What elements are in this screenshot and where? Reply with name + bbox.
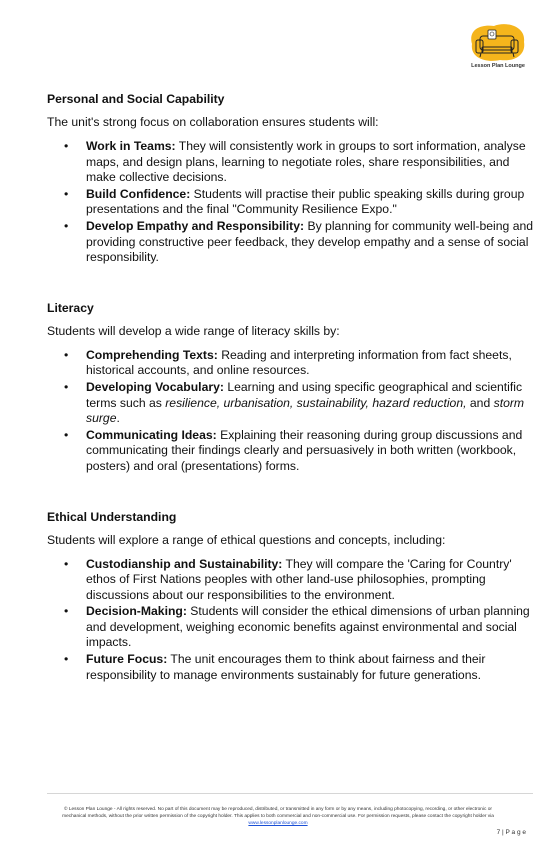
bullet-icon: • <box>64 604 69 619</box>
list-item: • Build Confidence: Students will practise their public speaking skills during group presentations and the final "Community Resilience Expo." <box>64 186 525 217</box>
list-item: • Develop Empathy and Responsibility: By planning for community well-being and providing constructive peer feedback, they develop empathy and a sense of social responsibility. <box>64 218 534 265</box>
list-item: • Developing Vocabulary: Learning and using specific geographical and scientific terms such as resilience, urbanisation, sustainability, hazard reduction, and storm surge. <box>64 379 525 426</box>
section-intro: The unit's strong focus on collaboration ensures students will: <box>47 115 379 129</box>
section-heading: Ethical Understanding <box>47 509 177 524</box>
logo-text: Lesson Plan Lounge <box>471 63 525 69</box>
bullet-list <box>47 348 537 475</box>
bullet-icon: • <box>64 556 69 571</box>
section-heading: Literacy <box>47 300 94 315</box>
copyright-footer <box>30 806 526 827</box>
copyright-line: mechanical methods, without the prior written permission of the copyright holder. This applies to both commercial and non-commercial use. For permission requests, please contact the copyright holder via <box>62 814 494 819</box>
document-body <box>47 92 537 718</box>
section-literacy <box>47 301 537 475</box>
lesson-plan-lounge-logo <box>466 22 530 72</box>
list-item: • Future Focus: The unit encourages them to think about fairness and their responsibility to manage environments sustainably for future generations. <box>64 652 486 682</box>
website-link[interactable]: www.lessonplanlounge.com <box>248 821 308 826</box>
bullet-list <box>47 557 537 684</box>
bullet-icon: • <box>64 186 69 201</box>
bullet-list <box>47 139 537 266</box>
list-item: • Work in Teams: They will consistently work in groups to sort information, analyse maps, and design plans, learning to negotiate roles, share responsibilities, and make collective decisions. <box>64 139 526 185</box>
sofa-icon <box>466 22 530 64</box>
list-item: • Decision-Making: Students will consider the ethical dimensions of urban planning and development, weighing economic benefits against environmental and social impacts. <box>64 604 530 650</box>
copyright-line: © Lesson Plan Lounge - All rights reserved. No part of this document may be reproduced, distributed, or transmitted in any form or by any means, including photocopying, recording, or other electronic or <box>63 807 493 812</box>
list-item: • Custodianship and Sustainability: They will compare the 'Caring for Country' ethos of First Nations peoples with other land-use philosophies, prompting discussions about our responsibilities to the environment. <box>64 556 512 602</box>
bullet-icon: • <box>64 652 69 667</box>
section-intro: Students will explore a range of ethical questions and concepts, including: <box>47 532 446 547</box>
footer-divider <box>47 793 533 794</box>
list-item: • Communicating Ideas: Explaining their reasoning during group discussions and communicating their findings clearly and persuasively in both written (workbook, posters) and oral (presentations) forms. <box>64 427 523 473</box>
section-ethical <box>47 510 537 684</box>
section-intro: Students will develop a wide range of literacy skills by: <box>47 323 340 338</box>
list-item: • Comprehending Texts: Reading and interpreting information from fact sheets, historical accounts, and online resources. <box>64 347 512 378</box>
section-personal-social <box>47 92 537 266</box>
bullet-icon: • <box>64 379 69 394</box>
bullet-icon: • <box>64 218 69 233</box>
bullet-icon: • <box>64 347 69 362</box>
bullet-icon: • <box>64 427 69 442</box>
section-heading: Personal and Social Capability <box>47 92 225 106</box>
bullet-icon: • <box>64 139 69 153</box>
page-number: 7 | P a g e <box>496 829 526 836</box>
